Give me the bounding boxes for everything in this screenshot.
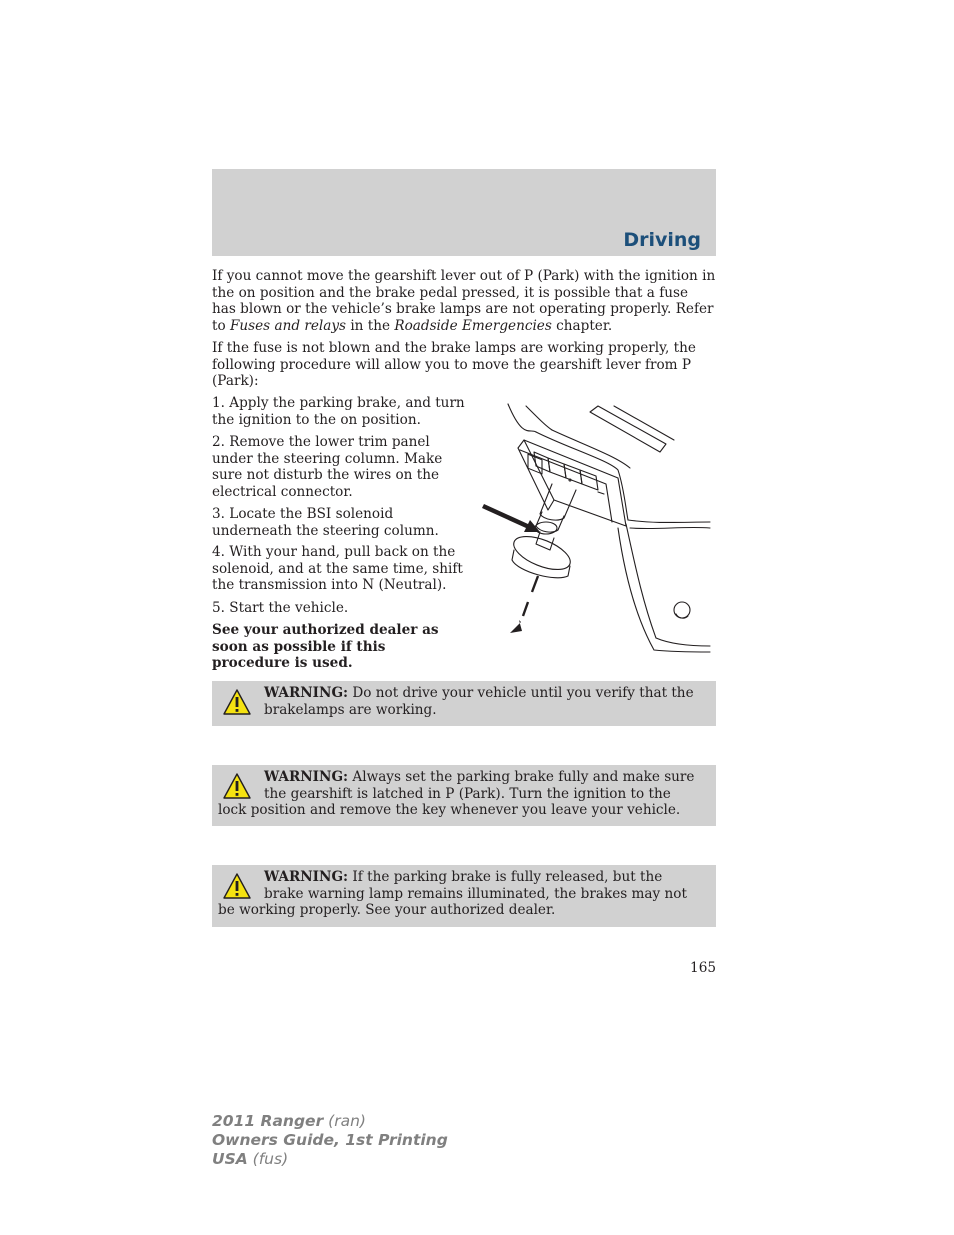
step-3: 3. Locate the BSI solenoid underneath the steering column. — [212, 506, 439, 539]
document-footer — [212, 1112, 448, 1169]
warning-text: Always set the parking brake fully and make sure the gearshift is latched in P (Park). Turn the ignition to the lock position and remove the key whenever you leave your vehicle. — [218, 769, 695, 818]
intro-paragraph-2: If the fuse is not blown and the brake lamps are working properly, the following procedure will allow you to move the gearshift lever from P (Park): — [212, 340, 696, 389]
intro-text: in the — [346, 317, 395, 334]
warning-label: WARNING: — [264, 769, 349, 785]
step-4: 4. With your hand, pull back on the solenoid, and at the same time, shift the transmission into N (Neutral). — [212, 544, 463, 593]
reference-fuses-and-relays: Fuses and relays — [229, 317, 347, 334]
footer-market-code: (fus) — [247, 1150, 289, 1168]
footer-model-code: (ran) — [323, 1112, 366, 1130]
footer-printing: Owners Guide, 1st Printing — [212, 1131, 448, 1149]
warning-text: Do not drive your vehicle until you verify that the brakelamps are working. — [264, 685, 694, 718]
step-1: 1. Apply the parking brake, and turn the ignition to the on position. — [212, 395, 465, 428]
warning-box-2 — [212, 765, 716, 826]
footer-line-3 — [212, 1150, 448, 1169]
warning-triangle-icon — [222, 772, 252, 800]
step-5: 5. Start the vehicle. — [212, 600, 349, 616]
warning-text: If the parking brake is fully released, but the brake warning lamp remains illuminated, the brakes may not be working properly. See your authorized dealer. — [218, 869, 687, 918]
step-2: 2. Remove the lower trim panel under the steering column. Make sure not disturb the wires on the electrical connector. — [212, 434, 443, 500]
intro-text: If you cannot move the gearshift lever out of P (Park) with the ignition in the on position and the brake pedal pressed, it is possible that a fuse has blown or the vehicle’s brake lamps are not operating properly. Refer to — [212, 268, 716, 334]
reference-roadside-emergencies: Roadside Emergencies — [394, 317, 552, 334]
dealer-note: See your authorized dealer as soon as possible if this procedure is used. — [212, 622, 439, 671]
warning-triangle-icon — [222, 872, 252, 900]
intro-text: chapter. — [551, 317, 613, 334]
warning-box-3 — [212, 865, 716, 927]
footer-line-1 — [212, 1112, 448, 1131]
intro-paragraph-1 — [212, 268, 716, 334]
footer-line-2 — [212, 1131, 448, 1150]
warning-box-1 — [212, 681, 716, 726]
bsi-solenoid-illustration — [478, 400, 714, 654]
page-number: 165 — [690, 960, 716, 976]
footer-market: USA — [212, 1150, 248, 1168]
section-header — [212, 169, 716, 256]
warning-label: WARNING: — [264, 685, 349, 701]
section-title: Driving — [623, 229, 701, 251]
warning-label: WARNING: — [264, 869, 349, 885]
warning-triangle-icon — [222, 688, 252, 716]
footer-model: 2011 Ranger — [212, 1112, 324, 1130]
